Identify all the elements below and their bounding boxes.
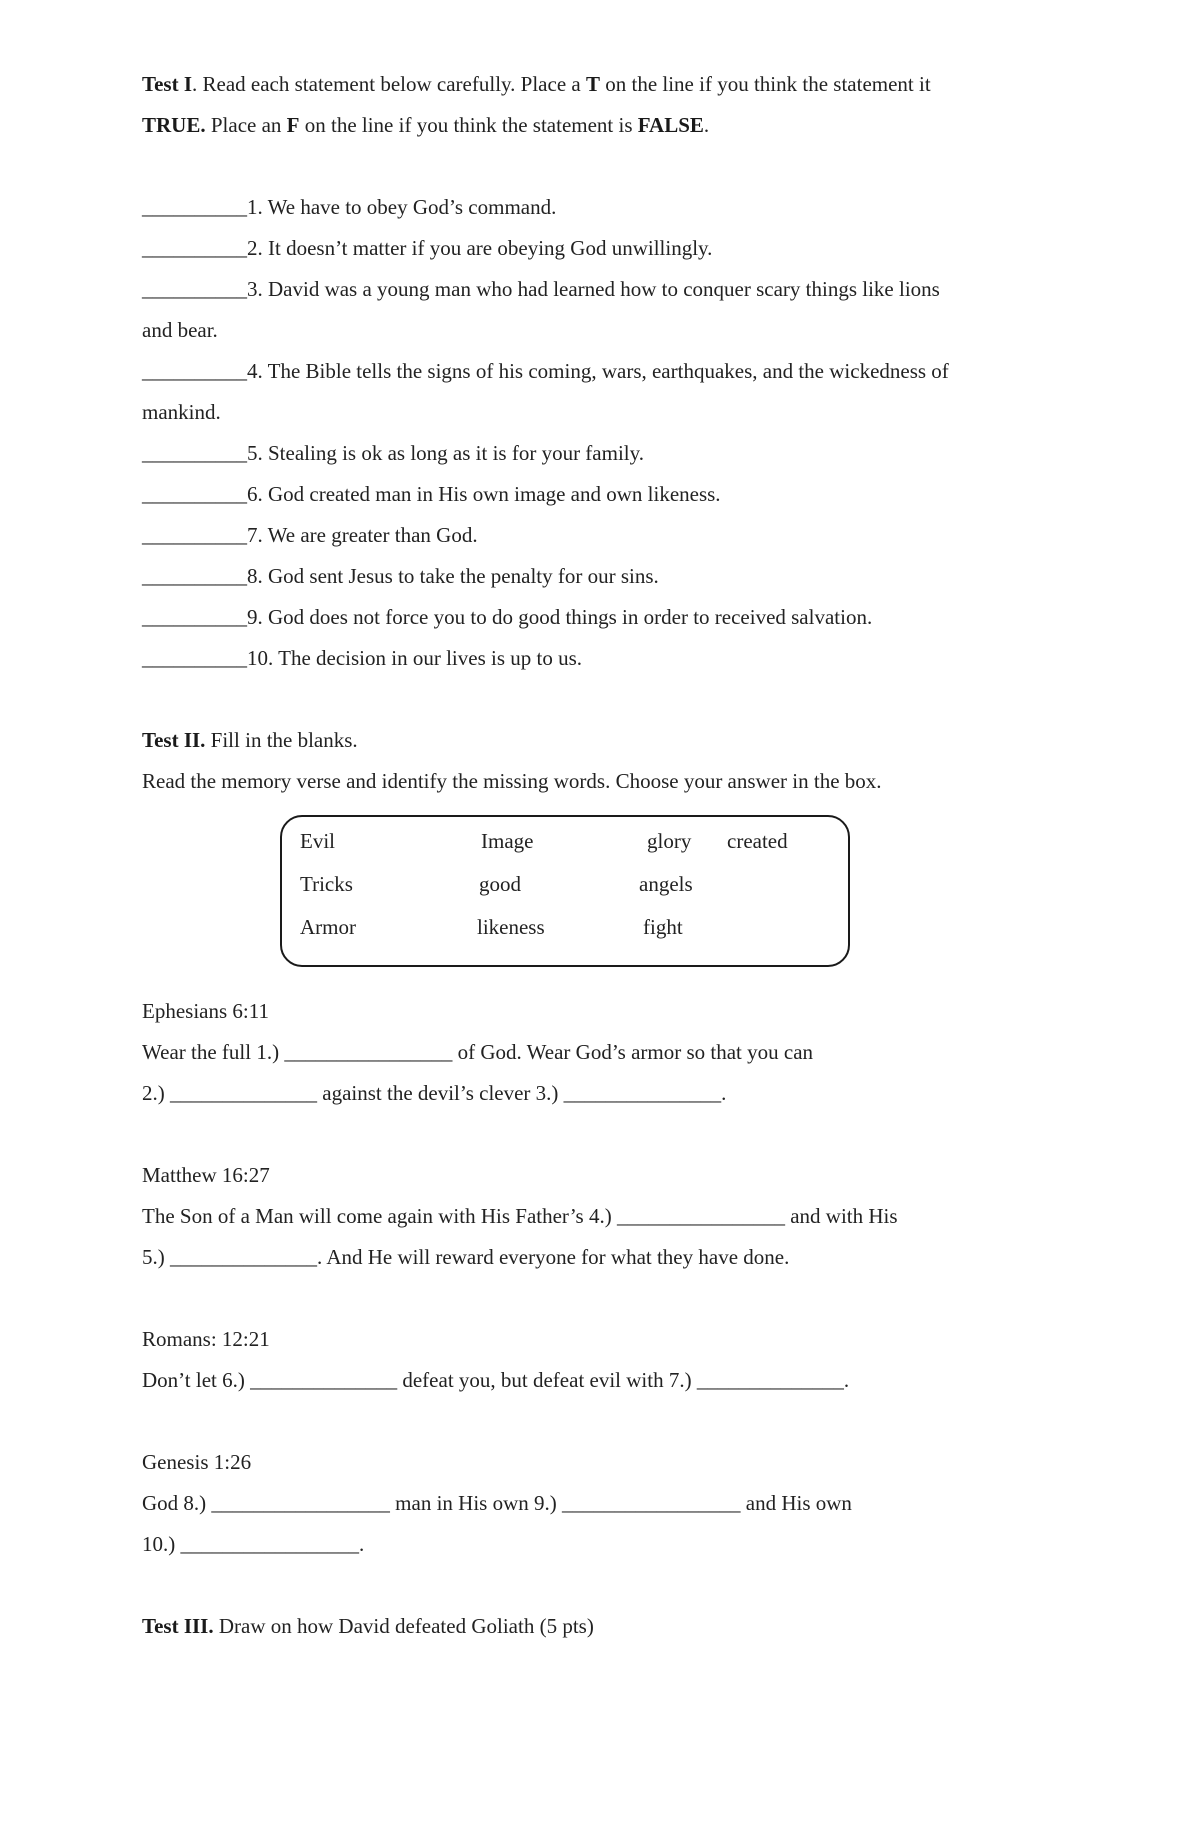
tf-statement: 1. We have to obey God’s command. xyxy=(247,195,557,219)
fill-blank-7[interactable]: ______________ xyxy=(696,1368,844,1392)
verse-text: The Son of a Man will come again with His Father’s 4.) xyxy=(142,1204,617,1228)
verse-text: Wear the full 1.) xyxy=(142,1040,285,1064)
verse-text: and His own xyxy=(740,1491,852,1515)
fill-blank-10[interactable]: _________________ xyxy=(180,1532,359,1556)
spacer xyxy=(142,967,1062,991)
word-bank-item: likeness xyxy=(477,915,545,939)
test2-instruction: Read the memory verse and identify the missing words. Choose your answer in the box. xyxy=(142,769,882,793)
tf-item-3 xyxy=(142,269,1062,310)
tf-item-9 xyxy=(142,597,1062,638)
fill-blank-2[interactable]: ______________ xyxy=(170,1081,317,1105)
test3-label: Test III. xyxy=(142,1614,214,1638)
tf-item-8 xyxy=(142,556,1062,597)
answer-blank[interactable]: __________ xyxy=(142,605,247,629)
verse-line xyxy=(142,1196,1062,1237)
verse-text: 5.) xyxy=(142,1245,170,1269)
test1-instruction-text: on the line if you think the statement is xyxy=(299,113,638,137)
tf-item-2 xyxy=(142,228,1062,269)
verse-line xyxy=(142,1360,1062,1401)
tf-item-10 xyxy=(142,638,1062,679)
verse-text: Don’t let 6.) xyxy=(142,1368,251,1392)
verse-line xyxy=(142,1483,1062,1524)
spacer xyxy=(142,1278,1062,1319)
tf-item-6 xyxy=(142,474,1062,515)
verse-text: . xyxy=(359,1532,365,1556)
answer-blank[interactable]: __________ xyxy=(142,523,247,547)
spacer xyxy=(142,1114,1062,1155)
verse-line xyxy=(142,1032,1062,1073)
verse-text: 2.) xyxy=(142,1081,170,1105)
verse-text: against the devil’s clever 3.) xyxy=(317,1081,564,1105)
verse-reference: Genesis 1:26 xyxy=(142,1450,252,1474)
spacer xyxy=(142,146,1062,187)
word-bank-item: glory xyxy=(647,829,692,853)
test1-instruction-text: on the line if you think the statement it xyxy=(599,72,931,96)
tf-statement: 8. God sent Jesus to take the penalty for our sins. xyxy=(247,564,659,588)
answer-blank[interactable]: __________ xyxy=(142,441,247,465)
tf-statement: 9. God does not force you to do good things in order to received salvation. xyxy=(247,605,873,629)
answer-blank[interactable]: __________ xyxy=(142,359,247,383)
word-bank-item: created xyxy=(727,829,788,853)
word-bank-item: Evil xyxy=(300,829,335,853)
spacer xyxy=(142,1565,1062,1606)
test2-title-text: Fill in the blanks. xyxy=(205,728,358,752)
test3-text: Draw on how David defeated Goliath (5 pts) xyxy=(213,1614,594,1638)
true-letter: T xyxy=(585,72,600,96)
tf-statement: 6. God created man in His own image and own likeness. xyxy=(247,482,721,506)
fill-blank-3[interactable]: _______________ xyxy=(563,1081,722,1105)
tf-item-7 xyxy=(142,515,1062,556)
tf-item-4-continued: mankind. xyxy=(142,400,221,424)
answer-blank[interactable]: __________ xyxy=(142,277,247,301)
answer-blank[interactable]: __________ xyxy=(142,236,247,260)
worksheet-page xyxy=(142,64,1062,1647)
tf-statement: 10. The decision in our lives is up to us. xyxy=(247,646,583,670)
test2-label: Test II. xyxy=(142,728,206,752)
word-bank-item: Image xyxy=(481,829,534,853)
fill-blank-4[interactable]: ________________ xyxy=(616,1204,785,1228)
answer-blank[interactable]: __________ xyxy=(142,646,247,670)
verse-text: . xyxy=(843,1368,850,1392)
tf-statement: 3. David was a young man who had learned how to conquer scary things like lions xyxy=(247,277,940,301)
test1-label: Test I xyxy=(142,72,192,96)
spacer xyxy=(142,679,1062,720)
word-bank-item: angels xyxy=(639,872,693,896)
verse-text: of God. Wear God’s armor so that you can xyxy=(452,1040,814,1064)
verse-text: defeat you, but defeat evil with 7.) xyxy=(397,1368,697,1392)
false-word: FALSE xyxy=(637,113,704,137)
test1-instruction-text: . xyxy=(703,113,710,137)
verse-text: God 8.) xyxy=(142,1491,212,1515)
verse-text: . xyxy=(721,1081,727,1105)
tf-item-1 xyxy=(142,187,1062,228)
test1-instructions-line1 xyxy=(142,64,1062,105)
word-bank-item: good xyxy=(479,872,521,896)
fill-blank-8[interactable]: _________________ xyxy=(211,1491,390,1515)
true-word: TRUE. xyxy=(142,113,206,137)
tf-statement: 2. It doesn’t matter if you are obeying God unwillingly. xyxy=(247,236,713,260)
tf-item-4 xyxy=(142,351,1062,392)
test1-instruction-text: Place an xyxy=(205,113,287,137)
answer-blank[interactable]: __________ xyxy=(142,195,247,219)
verse-line xyxy=(142,1237,1062,1278)
answer-blank[interactable]: __________ xyxy=(142,564,247,588)
verse-text: . And He will reward everyone for what they have done. xyxy=(317,1245,790,1269)
fill-blank-1[interactable]: ________________ xyxy=(284,1040,453,1064)
word-bank-item: fight xyxy=(643,915,683,939)
fill-blank-6[interactable]: ______________ xyxy=(250,1368,398,1392)
tf-statement: 7. We are greater than God. xyxy=(247,523,478,547)
test2-title xyxy=(142,720,1062,761)
test1-instruction-text: . Read each statement below carefully. Place a xyxy=(192,72,586,96)
tf-item-3-continued: and bear. xyxy=(142,318,218,342)
verse-text: man in His own 9.) xyxy=(389,1491,562,1515)
spacer xyxy=(142,1401,1062,1442)
word-bank-box xyxy=(280,815,850,967)
verse-reference: Romans: 12:21 xyxy=(142,1327,270,1351)
false-letter: F xyxy=(286,113,300,137)
test3-title xyxy=(142,1606,1062,1647)
verse-text: and with His xyxy=(784,1204,898,1228)
tf-statement: 4. The Bible tells the signs of his coming, wars, earthquakes, and the wickedness of xyxy=(247,359,949,383)
word-bank-item: Armor xyxy=(300,915,356,939)
tf-statement: 5. Stealing is ok as long as it is for your family. xyxy=(247,441,645,465)
fill-blank-5[interactable]: ______________ xyxy=(170,1245,317,1269)
verse-line xyxy=(142,1524,1062,1565)
test1-instructions-line2 xyxy=(142,105,1062,146)
tf-item-5 xyxy=(142,433,1062,474)
answer-blank[interactable]: __________ xyxy=(142,482,247,506)
verse-text: 10.) xyxy=(142,1532,181,1556)
verse-reference: Ephesians 6:11 xyxy=(142,999,269,1023)
fill-blank-9[interactable]: _________________ xyxy=(562,1491,741,1515)
verse-reference: Matthew 16:27 xyxy=(142,1163,270,1187)
verse-line xyxy=(142,1073,1062,1114)
word-bank-item: Tricks xyxy=(300,872,353,896)
